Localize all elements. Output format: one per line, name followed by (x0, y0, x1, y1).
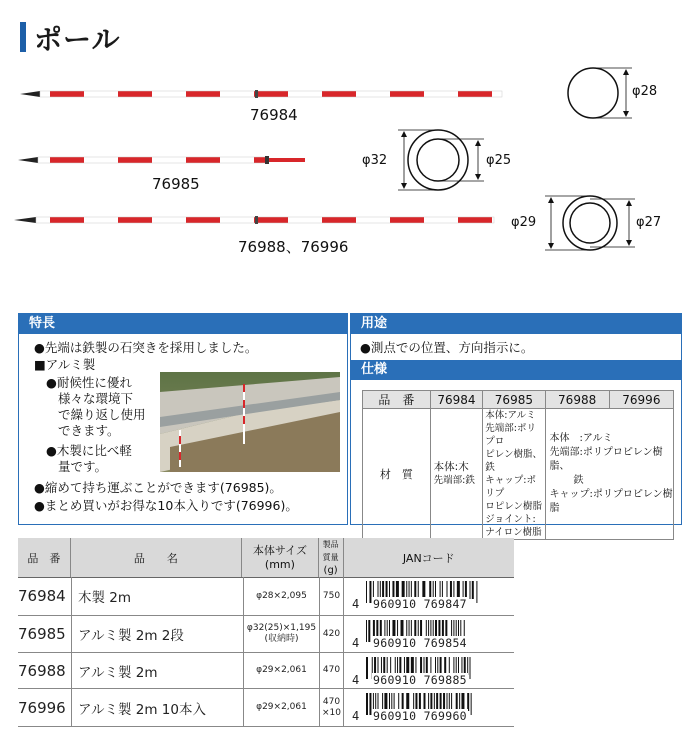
feature-bullet: 量です。 (58, 459, 108, 474)
spec-heading-bar (351, 360, 681, 380)
spec-line: 鉄 (573, 475, 584, 486)
barcode-bar (476, 581, 477, 603)
spec-line: 本体:木 (433, 461, 469, 473)
header-mass-unit: (g) (323, 565, 338, 576)
row-name: アルミ製 2m 2段 (71, 616, 243, 652)
header-code: 品 番 (18, 538, 70, 578)
spec-table (362, 390, 674, 540)
barcode-bar (366, 693, 368, 715)
spec-heading: 仕様 (361, 362, 388, 377)
barcode-bar (366, 620, 367, 642)
pole-code-76988-76996: 76988、76996 (238, 238, 349, 256)
features-heading: 特長 (19, 314, 347, 334)
row-mass-value: 750 (322, 590, 341, 601)
row-size-value: φ28×2,095 (256, 590, 307, 601)
row-name: 木製 2m (71, 577, 243, 615)
table-row (18, 689, 514, 727)
feature-bullet: ■アルミ製 (34, 357, 96, 372)
row-jan (343, 689, 514, 726)
jan-lead-digit: 4 (352, 709, 360, 723)
row-jan (343, 616, 514, 652)
spec-line: ナイロン樹脂 (485, 527, 542, 538)
header-size (242, 538, 319, 578)
row-name: アルミ製 2m (71, 653, 243, 688)
feature-bullet: ●縮めて持ち運ぶことができます(76985)。 (34, 480, 282, 495)
spec-line: 先端部:ポリプロピレン樹脂、 (549, 447, 663, 472)
spec-header-76985: 76985 (483, 391, 545, 409)
header-mass-label: 製品質量 (322, 540, 339, 562)
spec-header-76996: 76996 (609, 391, 673, 409)
spec-header-code: 品 番 (363, 391, 431, 409)
page-title: ポール (34, 23, 121, 56)
spec-line: 本体 :アルミ (549, 433, 613, 444)
row-name: アルミ製 2m 10本入 (71, 689, 243, 726)
row-mass (319, 689, 343, 726)
usage-text: ●測点での位置、方向指示に。 (360, 340, 534, 355)
row-code: 76984 (18, 587, 66, 605)
table-row (18, 653, 514, 689)
header-size-unit: (mm) (264, 557, 295, 571)
feature-bullet: ●まとめ買いがお得な10本入りです(76996)。 (34, 498, 298, 513)
row-mass-value: 470 (322, 665, 341, 675)
spec-line: ピレン樹脂、鉄 (485, 449, 543, 473)
spec-line: ロピレン樹脂 (485, 501, 543, 512)
row-mass-value: 470 (322, 696, 341, 707)
row-size-note: (収納時) (264, 634, 299, 644)
row-size (243, 577, 319, 615)
jan-digits: 960910 769960 (373, 709, 467, 723)
jan-lead-digit: 4 (352, 597, 360, 611)
row-mass (319, 616, 343, 652)
header-jan: JANコード (343, 538, 514, 578)
row-code: 76996 (18, 698, 66, 717)
feature-bullet: ●耐候性に優れ (46, 375, 132, 390)
row-size (243, 653, 319, 688)
feature-bullet: ●木製に比べ軽 (46, 443, 132, 458)
jan-digits: 960910 769854 (373, 636, 467, 650)
table-row (18, 616, 514, 653)
spec-line: キャップ:ポリプ (485, 475, 536, 499)
section-76984-circle (568, 68, 618, 118)
barcode-bar (366, 581, 367, 603)
feature-bullet: できます。 (58, 423, 120, 438)
jan-digits: 960910 769847 (373, 597, 467, 611)
feature-bullet: 様々な環境下 (58, 391, 134, 406)
row-size-value: φ29×2,061 (256, 702, 307, 712)
row-code: 76988 (18, 661, 66, 680)
spec-material-76985 (483, 409, 545, 540)
section-76988-outer-diameter: φ29 (511, 215, 537, 230)
row-mass (319, 577, 343, 615)
spec-material-76984 (430, 409, 483, 540)
spec-line: 先端部:ポリプロ (485, 423, 536, 447)
header-name: 品 名 (70, 538, 242, 578)
pole-code-76984: 76984 (250, 106, 298, 124)
spec-line: キャップ:ポリプロピレン樹脂 (549, 489, 673, 514)
barcode-bar (471, 693, 472, 715)
section-76985-outer-diameter: φ32 (362, 153, 388, 168)
spec-header-76988: 76988 (545, 391, 609, 409)
spec-row-label: 材 質 (363, 409, 431, 540)
barcode-bar (368, 620, 370, 642)
row-mass (319, 653, 343, 688)
title-accent-bar (20, 22, 26, 52)
row-jan (343, 653, 514, 688)
spec-material-76988-76996 (545, 409, 673, 540)
usage-heading: 用途 (351, 314, 681, 334)
barcode-bar (472, 581, 474, 599)
pole-code-76985: 76985 (152, 175, 200, 193)
product-photo (160, 372, 340, 472)
section-76984-diameter: φ28 (632, 84, 658, 99)
jan-lead-digit: 4 (352, 673, 360, 687)
pole-76985-image (18, 156, 305, 164)
section-76988-inner-diameter: φ27 (636, 215, 662, 230)
product-table (18, 538, 514, 578)
spec-line: 先端部:鉄 (433, 475, 475, 486)
section-76985-inner-diameter: φ25 (486, 153, 512, 168)
row-size (243, 689, 319, 726)
spec-line: 本体:アルミ (485, 410, 536, 421)
row-size-value: φ29×2,061 (256, 665, 307, 675)
row-jan (343, 577, 514, 615)
feature-bullet: で繰り返し使用 (58, 407, 146, 422)
table-row (18, 577, 514, 616)
row-size-value: φ32(25)×1,195 (246, 623, 317, 633)
barcode-bar (366, 657, 368, 679)
barcode-bar (470, 657, 471, 679)
row-code: 76985 (18, 625, 66, 643)
feature-bullet: ●先端は鉄製の石突きを採用しました。 (34, 340, 258, 355)
header-mass (318, 538, 343, 578)
row-size (243, 616, 319, 652)
row-mass-note: ×10 (322, 707, 341, 718)
spec-header-76984: 76984 (430, 391, 483, 409)
header-size-label: 本体サイズ (252, 543, 307, 557)
barcode-bar (470, 581, 471, 599)
spec-line: ジョイント: (485, 514, 536, 525)
row-mass-value: 420 (322, 628, 341, 639)
jan-lead-digit: 4 (352, 636, 360, 650)
jan-digits: 960910 769885 (373, 673, 467, 687)
product-table-body (18, 577, 514, 727)
